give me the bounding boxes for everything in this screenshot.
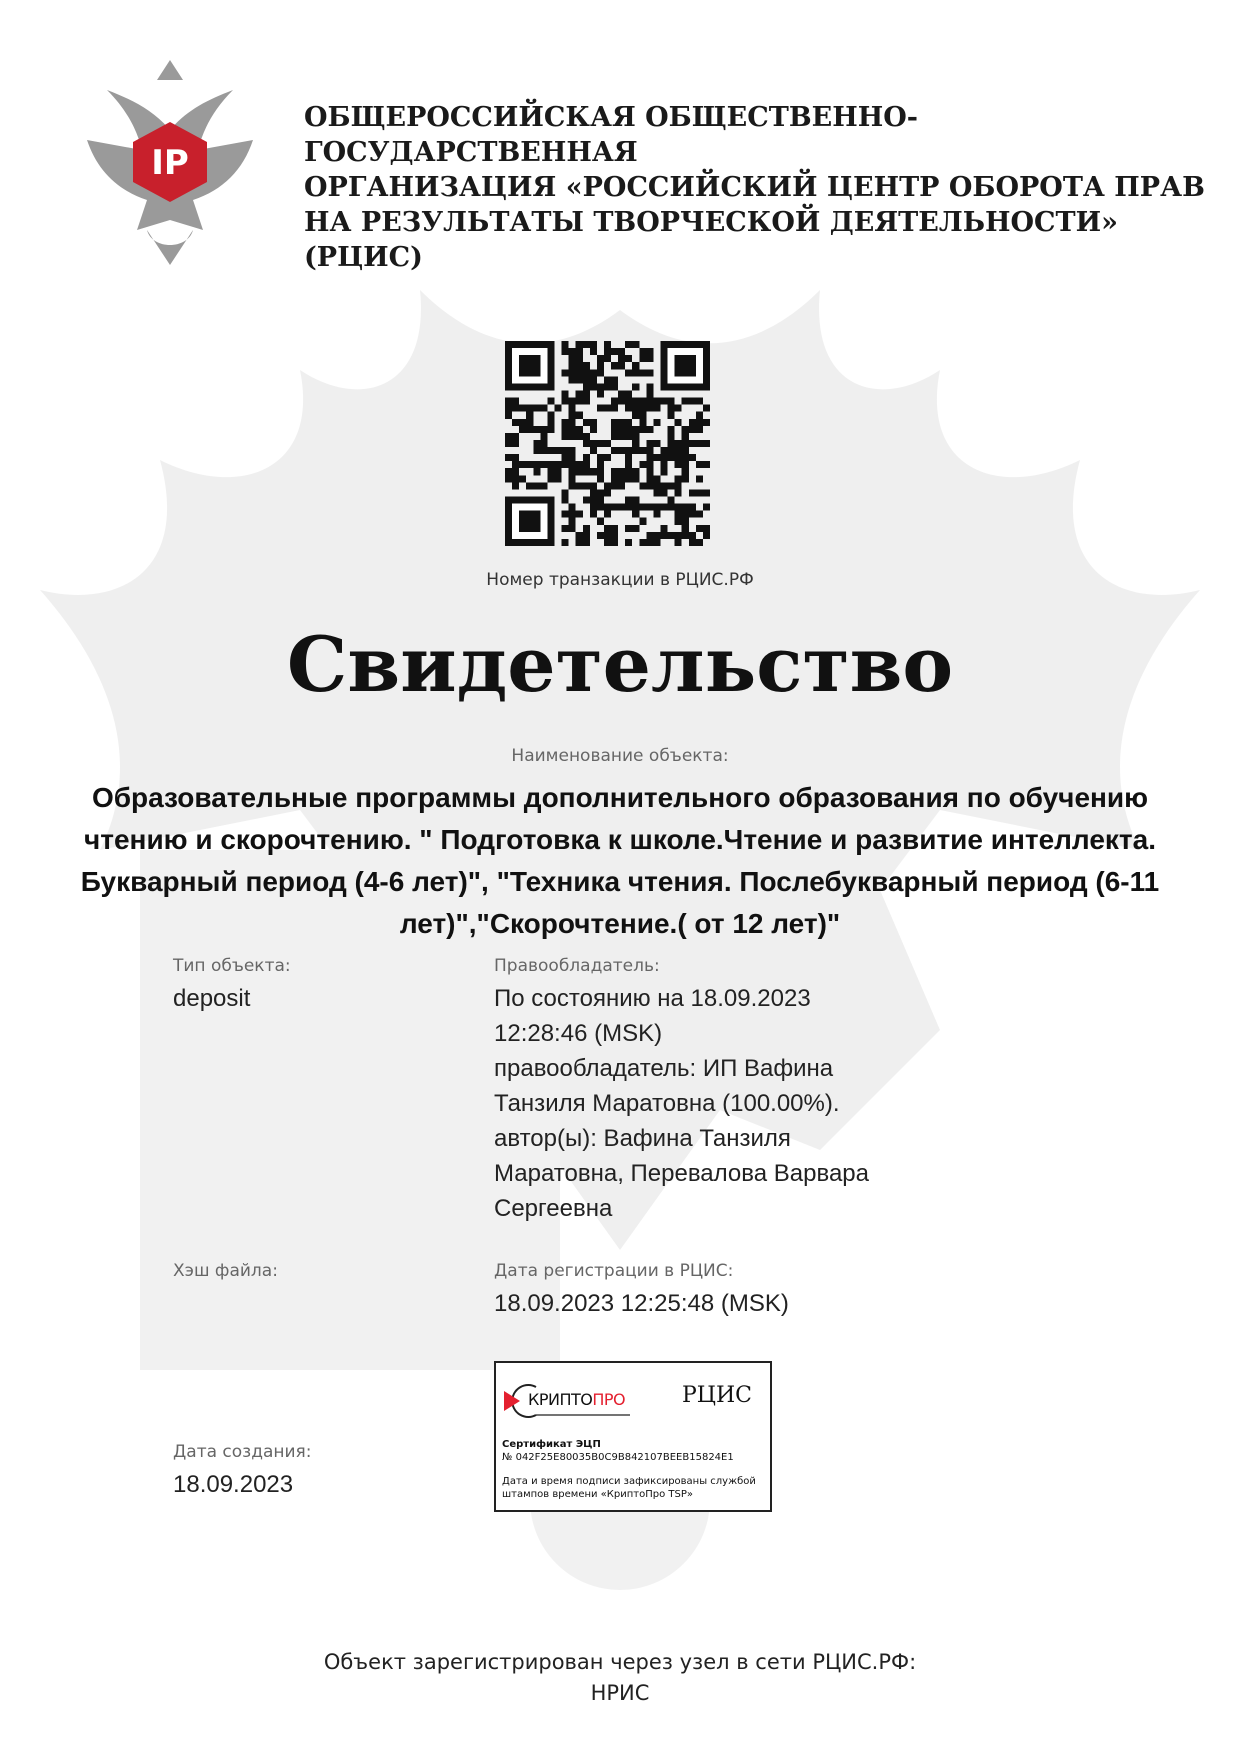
owner-line: автор(ы): Вафина Танзиля bbox=[494, 1125, 791, 1152]
file-hash-label: Хэш файла: bbox=[173, 1261, 278, 1281]
creation-stamp-row bbox=[0, 1361, 1240, 1512]
tsp-note: Дата и время подписи зафиксированы службой bbox=[502, 1476, 756, 1487]
logo-text-accent: ПРО bbox=[592, 1390, 626, 1409]
qr-caption: Номер транзакции в РЦИС.РФ bbox=[486, 570, 754, 590]
hash-registration-row bbox=[0, 1260, 1240, 1321]
transaction-qr-code[interactable] bbox=[505, 341, 710, 546]
document-title: Свидетельство bbox=[286, 620, 954, 709]
organization-name bbox=[304, 100, 1240, 275]
stamp-org: РЦИС bbox=[682, 1383, 753, 1408]
cert-number: № 042F25E80035B0C9B842107BEEB15824E1 bbox=[502, 1452, 734, 1463]
cert-title: Сертификат ЭЦП bbox=[502, 1439, 601, 1450]
footer-node: НРИС bbox=[590, 1681, 650, 1705]
object-name-label: Наименование объекта: bbox=[511, 746, 729, 766]
owner-line: Сергеевна bbox=[494, 1195, 613, 1222]
owner-line: Танзиля Маратовна (100.00%). bbox=[494, 1090, 840, 1117]
type-owner-row bbox=[0, 955, 1240, 1226]
org-line: ОБЩЕРОССИЙСКАЯ ОБЩЕСТВЕННО-ГОСУДАРСТВЕННАЯ bbox=[304, 102, 918, 168]
footer-line: Объект зарегистрирован через узел в сети РЦИС.РФ: bbox=[323, 1650, 917, 1674]
rcis-emblem-logo bbox=[67, 50, 274, 268]
org-line: ОРГАНИЗАЦИЯ «РОССИЙСКИЙ ЦЕНТР ОБОРОТА ПРАВ bbox=[304, 172, 1205, 203]
tsp-note: штампов времени «КриптоПро TSP» bbox=[502, 1489, 693, 1500]
owner-line: правообладатель: ИП Вафина bbox=[494, 1055, 834, 1082]
object-name: Образовательные программы дополнительного образования по обучению чтению и скорочтению. " Подготовка к школе.Чтение и развитие интеллекта. Букварный период (4-6 лет)", "Техника чтения. Послебукварный период (6-11 лет)","Скорочтение.( от 12 лет)" bbox=[80, 782, 1160, 939]
certificate-body bbox=[0, 777, 1240, 1512]
registration-date-value: 18.09.2023 12:25:48 (MSK) bbox=[494, 1290, 789, 1317]
digital-signature-stamp bbox=[494, 1361, 772, 1512]
owner-line: 12:28:46 (MSK) bbox=[494, 1020, 663, 1047]
creation-date-value: 18.09.2023 bbox=[173, 1471, 294, 1498]
footer bbox=[0, 1647, 1240, 1709]
creation-date-label: Дата создания: bbox=[173, 1442, 312, 1462]
registration-date-label: Дата регистрации в РЦИС: bbox=[494, 1261, 734, 1281]
logo-text: КРИПТО bbox=[528, 1390, 593, 1409]
svg-text:IP: IP bbox=[151, 143, 189, 183]
owner-line: Маратовна, Перевалова Варвара bbox=[494, 1160, 869, 1187]
cryptopro-logo bbox=[502, 1381, 632, 1421]
org-line: НА РЕЗУЛЬТАТЫ ТВОРЧЕСКОЙ ДЕЯТЕЛЬНОСТИ» (РЦИС) bbox=[304, 207, 1119, 273]
object-type-value: deposit bbox=[173, 985, 251, 1012]
owner-label: Правообладатель: bbox=[494, 956, 660, 976]
owner-line: По состоянию на 18.09.2023 bbox=[494, 985, 811, 1012]
object-type-label: Тип объекта: bbox=[173, 956, 291, 976]
owner-details bbox=[494, 981, 1054, 1226]
